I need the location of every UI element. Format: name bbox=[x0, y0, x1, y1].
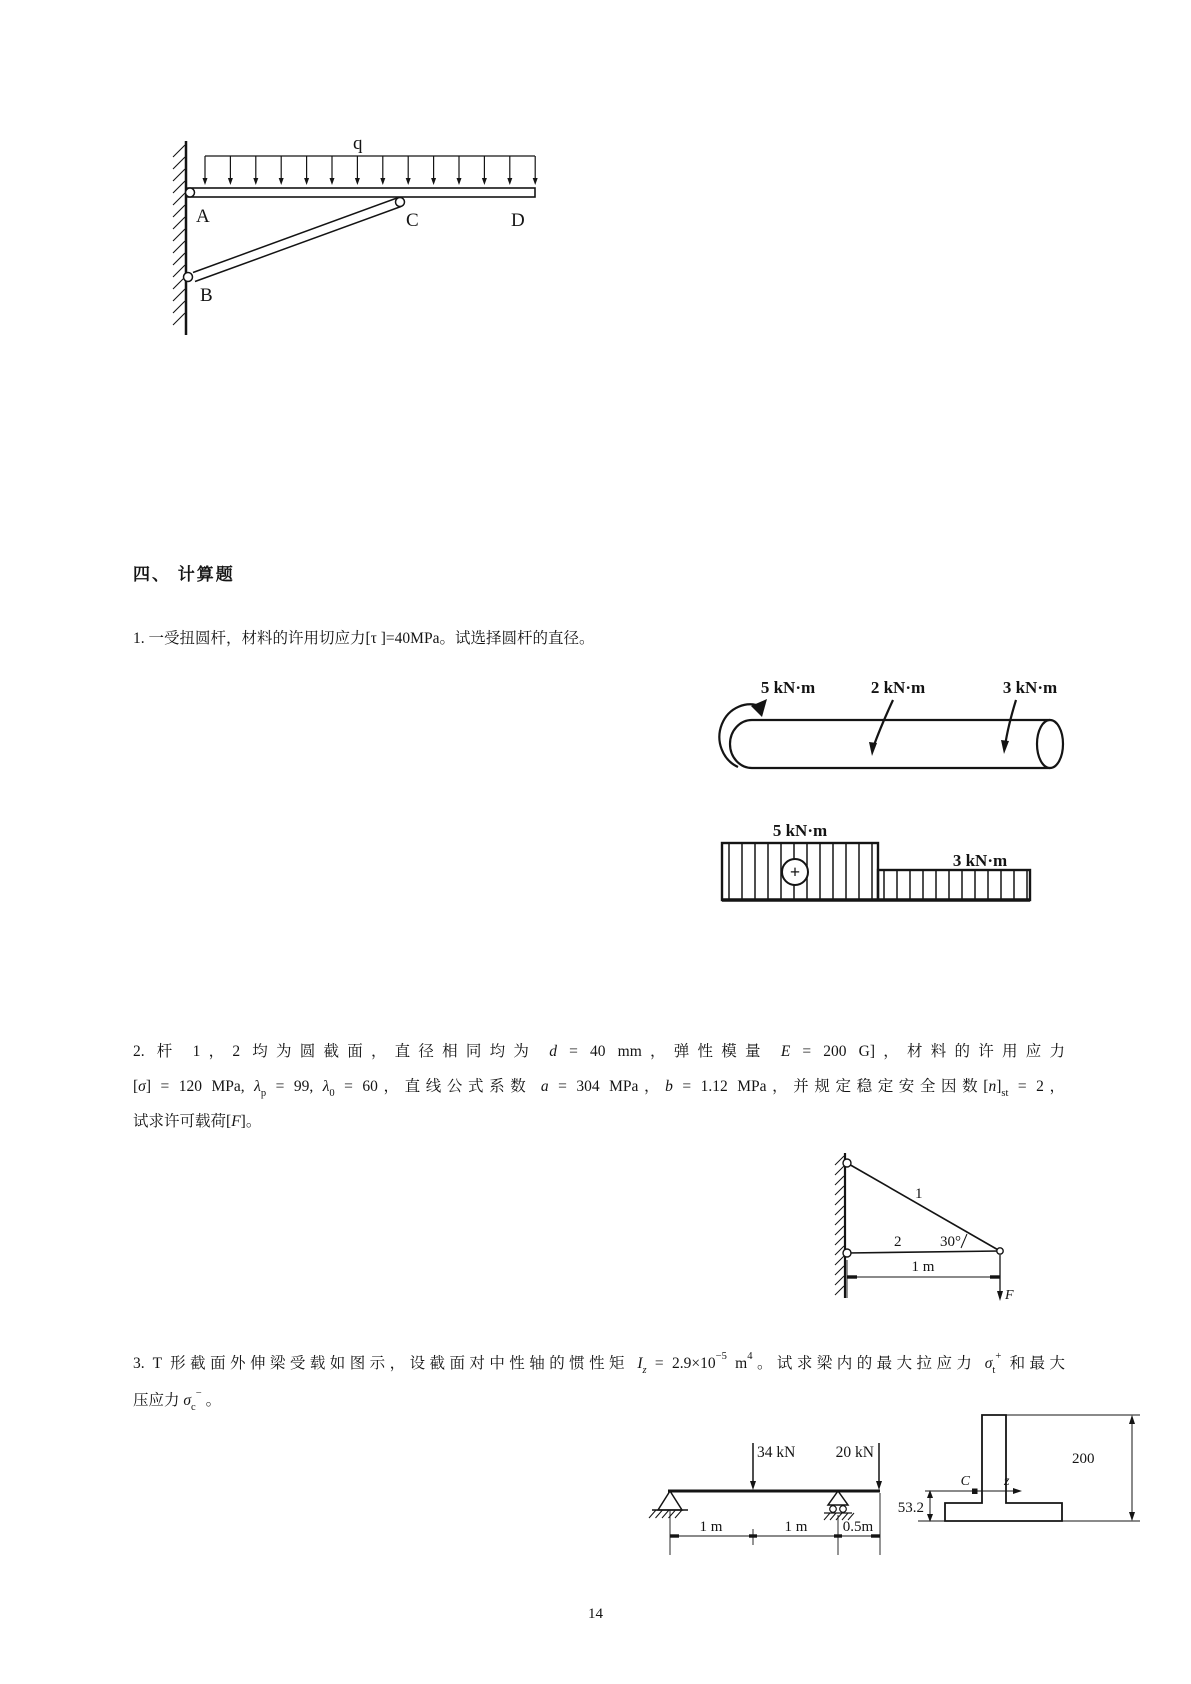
middle-torque-arrowhead bbox=[869, 742, 877, 756]
height-arrow-up bbox=[1129, 1415, 1135, 1424]
z-axis-label: z bbox=[1004, 1474, 1010, 1489]
strut-bottom-edge bbox=[195, 207, 401, 282]
wall-hatching bbox=[835, 1156, 844, 1295]
problem3-line1: 3. T 形截面外伸梁受载如图示，设截面对中性轴的惯性矩 $I_z = 2.9\times 10^{-5}$ $m^4$。试求梁内的最大拉应力 $\sigma_t^+$ 和最大 bbox=[133, 1351, 1065, 1377]
node-a-label: A bbox=[196, 206, 210, 227]
bar-1 bbox=[847, 1163, 1000, 1251]
z-axis-arrowhead bbox=[1013, 1488, 1022, 1494]
roller-wheel-left bbox=[830, 1506, 837, 1513]
problem2-line2: [σ] = 120 MPa, $\lambda_p = 99$, $\lambda_0 = 60$，直线公式系数 a = 304 MPa，b = 1.12 MPa，并规定稳定安全因数$[n]_{st} = 2$， bbox=[133, 1078, 1066, 1100]
offset-label: 53.2 bbox=[897, 1500, 924, 1516]
beam bbox=[188, 188, 535, 197]
torque-diagram-right-label: 3 kN·m bbox=[952, 851, 1008, 870]
right-torque-arrow bbox=[1005, 700, 1016, 746]
force-label: F bbox=[1005, 1288, 1014, 1303]
frame-structure-diagram bbox=[148, 125, 628, 340]
torque-moment-diagram bbox=[672, 798, 1072, 913]
bar1-label: 1 bbox=[915, 1186, 923, 1202]
pin-support bbox=[658, 1491, 682, 1510]
load2-arrowhead bbox=[876, 1481, 882, 1490]
dim3-label: 0.5m bbox=[842, 1519, 874, 1535]
dim2-label: 1 m bbox=[784, 1519, 808, 1535]
torque-block-3 bbox=[878, 870, 1030, 900]
node-c-label: C bbox=[406, 210, 419, 231]
left-torque-arrowhead bbox=[751, 699, 767, 717]
strut-top-edge bbox=[193, 198, 397, 273]
shaft-torque-diagram bbox=[672, 650, 1092, 775]
beam-and-section-diagram bbox=[600, 1403, 1160, 1588]
pin-a bbox=[186, 188, 195, 197]
roller-wheel-right bbox=[840, 1506, 847, 1513]
span-label: 1 m bbox=[911, 1259, 935, 1275]
t-section-outline bbox=[945, 1415, 1062, 1521]
load2-label: 20 kN bbox=[835, 1444, 874, 1461]
shaft-right-end bbox=[1037, 720, 1063, 768]
load1-label: 34 kN bbox=[757, 1444, 796, 1461]
problem3-line2: 压应力 $\sigma_c^-$ 。 bbox=[133, 1388, 222, 1414]
bar2-label: 2 bbox=[894, 1234, 902, 1250]
truss-diagram bbox=[820, 1148, 1050, 1313]
distributed-load-arrows bbox=[203, 156, 538, 185]
force-arrowhead bbox=[997, 1291, 1003, 1301]
middle-torque-arrow bbox=[873, 700, 893, 748]
problem2-line3: 试求许可载荷[F]。 bbox=[133, 1113, 262, 1130]
roller-support bbox=[828, 1491, 848, 1505]
centroid-dot bbox=[972, 1489, 978, 1495]
centroid-label: C bbox=[960, 1474, 970, 1489]
pin-b bbox=[184, 273, 193, 282]
load-node bbox=[997, 1248, 1003, 1254]
dim1-label: 1 m bbox=[699, 1519, 723, 1535]
angle-label: 30° bbox=[940, 1234, 961, 1250]
pin-c bbox=[396, 198, 405, 207]
node-b-label: B bbox=[200, 285, 213, 306]
height-arrow-down bbox=[1129, 1512, 1135, 1521]
torque-left-label: 5 kN·m bbox=[760, 678, 816, 697]
right-block-hatching bbox=[884, 870, 1027, 900]
load1-arrowhead bbox=[750, 1481, 756, 1490]
wall-hatching bbox=[173, 145, 185, 325]
page-number: 14 bbox=[588, 1606, 603, 1622]
problem2-line1: 2. 杆 1，2 均为圆截面，直径相同均为 d = 40 mm，弹性模量 E = 200 G]，材料的许用应力 bbox=[133, 1043, 1065, 1060]
load-label: q bbox=[353, 133, 363, 154]
section-heading: 四、 计算题 bbox=[133, 565, 235, 584]
torque-diagram-left-label: 5 kN·m bbox=[772, 821, 828, 840]
plus-sign: + bbox=[789, 862, 801, 882]
torque-middle-label: 2 kN·m bbox=[870, 678, 926, 697]
bottom-pin bbox=[843, 1249, 851, 1257]
node-d-label: D bbox=[511, 210, 525, 231]
right-torque-arrowhead bbox=[1001, 740, 1009, 754]
pin-support-hatching bbox=[649, 1510, 682, 1518]
top-pin bbox=[843, 1159, 851, 1167]
left-torque-arrow bbox=[719, 704, 762, 767]
bar-2 bbox=[847, 1251, 1000, 1253]
height-label: 200 bbox=[1072, 1451, 1095, 1467]
shaft-left-cap bbox=[730, 720, 752, 768]
torque-right-label: 3 kN·m bbox=[1002, 678, 1058, 697]
problem1-text: 1. 一受扭圆杆，材料的许用切应力[τ ]=40MPa。试选择圆杆的直径。 bbox=[133, 630, 595, 647]
angle-tick bbox=[961, 1234, 967, 1248]
